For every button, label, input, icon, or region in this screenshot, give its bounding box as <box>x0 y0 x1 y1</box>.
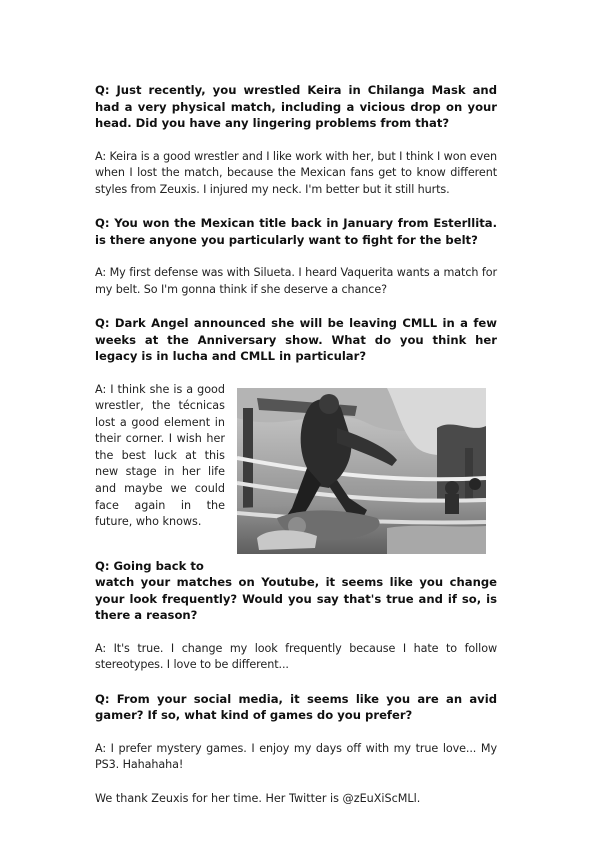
question-4 <box>95 558 497 624</box>
closing-note: We thank Zeuxis for her time. Her Twitter is @zEuXiScMLl. <box>95 791 421 805</box>
question-5: Q: From your social media, it seems like you are an avid gamer? If so, what kind of games do you prefer? <box>95 691 497 722</box>
question-1: Q: Just recently, you wrestled Keira in Chilanga Mask and had a very physical match, including a vicious drop on your head. Did you have any lingering problems from that? <box>95 83 497 130</box>
question-4-rest: watch your matches on Youtube, it seems like you change your look frequently? Would you say that's true and if so, is there a reason? <box>95 575 497 622</box>
wrestling-ring-photo-image <box>237 388 486 554</box>
answer-5: A: I prefer mystery games. I enjoy my days off with my true love... My PS3. Hahahaha! <box>95 741 497 771</box>
question-2: Q: You won the Mexican title back in January from Esterllita. is there anyone you particularly want to fight for the belt? <box>95 216 497 247</box>
answer-3-with-photo <box>95 382 497 558</box>
answer-1: A: Keira is a good wrestler and I like work with her, but I think I won even when I lost the match, because the Mexican fans get to know different styles from Zeuxis. I injured my neck. I'm better but it still hurts. <box>95 149 497 196</box>
answer-3: A: I think she is a good wrestler, the técnicas lost a good element in their corner. I wish her the best luck at this new stage in her life and maybe we could face again in the future, who knows. <box>95 382 225 529</box>
question-3: Q: Dark Angel announced she will be leaving CMLL in a few weeks at the Anniversary show. What do you think her legacy is in lucha and CMLL in particular? <box>95 316 497 363</box>
answer-2: A: My first defense was with Silueta. I heard Vaquerita wants a match for my belt. So I'm gonna think if she deserve a chance? <box>95 266 497 296</box>
question-4-first-line: Q: Going back to <box>95 558 204 573</box>
interview-article <box>95 82 497 807</box>
wrestling-ring-photo <box>237 388 486 554</box>
answer-4: A: It's true. I change my look frequently because I hate to follow stereotypes. I love to be different... <box>95 641 497 671</box>
